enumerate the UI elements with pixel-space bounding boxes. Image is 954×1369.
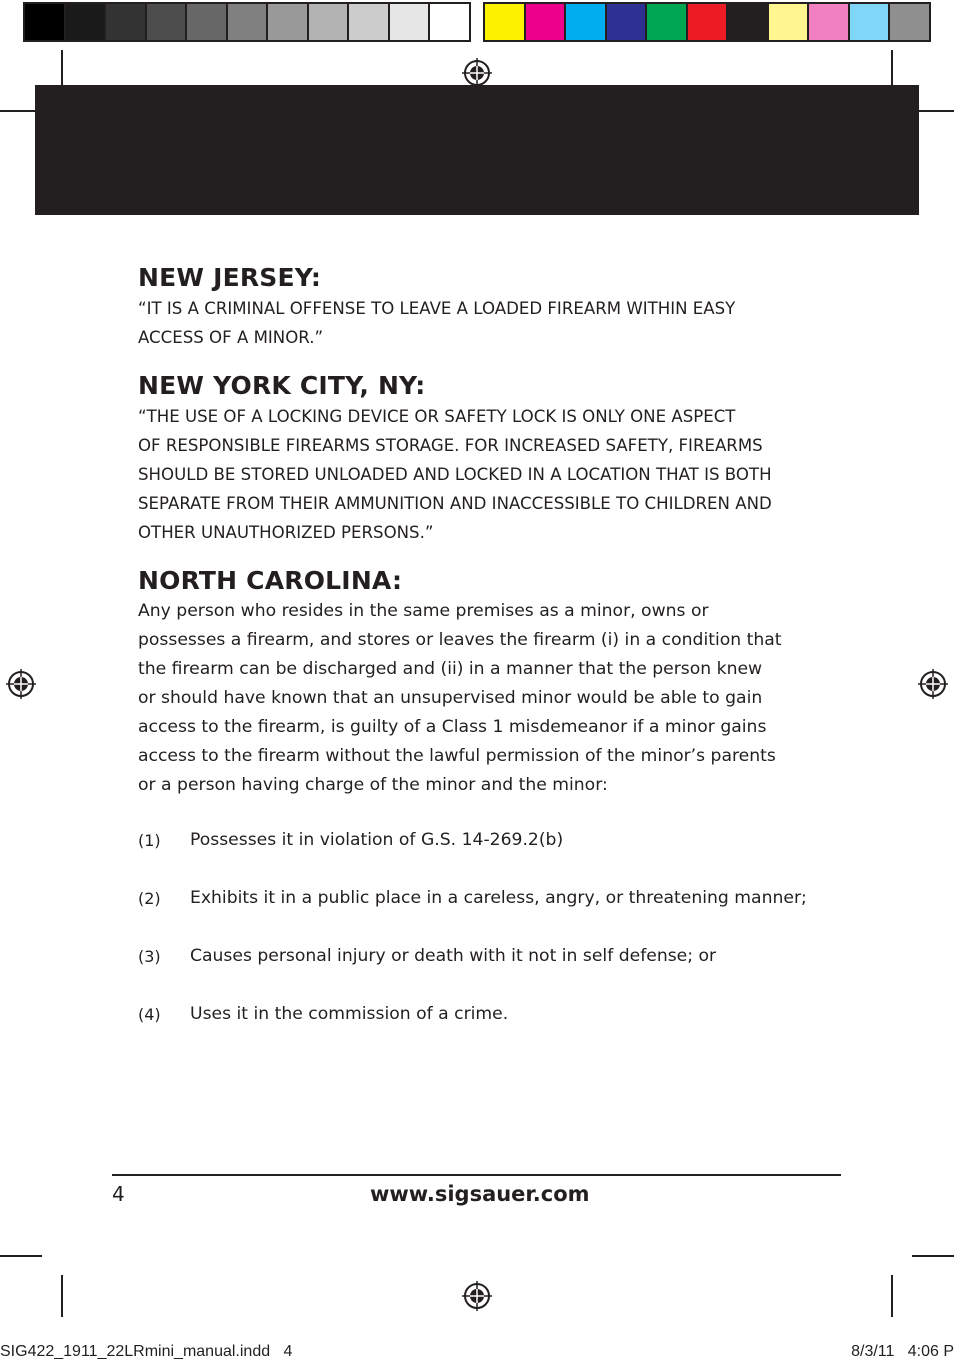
section-north-carolina xyxy=(138,565,843,1029)
slug-datetime: 8/3/11 4:06 P xyxy=(851,1343,954,1360)
list-item xyxy=(138,826,843,855)
color-swatch xyxy=(647,4,688,40)
section-text xyxy=(138,294,843,352)
crop-mark xyxy=(0,1255,42,1257)
text-line: “THE USE OF A LOCKING DEVICE OR SAFETY LOCK IS ONLY ONE ASPECT xyxy=(138,407,736,426)
section-heading: NEW JERSEY: xyxy=(138,263,322,292)
slug-filename: SIG422_1911_22LRmini_manual.indd 4 xyxy=(0,1343,293,1360)
gray-swatch xyxy=(430,4,469,40)
list-number: (1) xyxy=(138,831,161,850)
list-item xyxy=(138,1000,843,1029)
list-text: Exhibits it in a public place in a careless, angry, or threatening manner; xyxy=(190,888,807,908)
gray-swatch xyxy=(147,4,188,40)
registration-mark-icon xyxy=(918,669,948,699)
registration-mark-icon xyxy=(462,1281,492,1311)
gray-swatch xyxy=(390,4,431,40)
text-line: Any person who resides in the same premises as a minor, owns or xyxy=(138,601,709,621)
color-swatch xyxy=(526,4,567,40)
list-number: (3) xyxy=(138,947,161,966)
color-swatch xyxy=(607,4,648,40)
gray-swatch xyxy=(187,4,228,40)
color-swatch xyxy=(485,4,526,40)
crop-mark xyxy=(891,1275,893,1317)
list-number: (2) xyxy=(138,889,161,908)
section-text xyxy=(138,402,843,547)
list-text: Causes personal injury or death with it not in self defense; or xyxy=(190,946,717,966)
text-line: access to the firearm without the lawful permission of the minor’s parents xyxy=(138,746,776,766)
text-line: SHOULD BE STORED UNLOADED AND LOCKED IN A LOCATION THAT IS BOTH xyxy=(138,465,772,484)
list-number: (4) xyxy=(138,1005,161,1024)
page-content xyxy=(138,262,843,1058)
color-swatch xyxy=(688,4,729,40)
section-new-york-city xyxy=(138,370,843,547)
footer-rule xyxy=(112,1174,841,1176)
gray-swatch xyxy=(309,4,350,40)
website-link: www.sigsauer.com xyxy=(370,1182,590,1206)
text-line: access to the firearm, is guilty of a Class 1 misdemeanor if a minor gains xyxy=(138,717,767,737)
page-number: 4 xyxy=(112,1182,125,1206)
gray-swatch xyxy=(268,4,309,40)
grayscale-color-bar xyxy=(23,2,471,42)
registration-mark-icon xyxy=(462,58,492,88)
list-item xyxy=(138,942,843,971)
text-line: OF RESPONSIBLE FIREARMS STORAGE. FOR INCREASED SAFETY, FIREARMS xyxy=(138,436,763,455)
text-line: OTHER UNAUTHORIZED PERSONS.” xyxy=(138,523,434,542)
gray-swatch xyxy=(106,4,147,40)
crop-mark xyxy=(61,1275,63,1317)
list-text: Uses it in the commission of a crime. xyxy=(190,1004,509,1024)
registration-mark-icon xyxy=(6,669,36,699)
gray-swatch xyxy=(25,4,66,40)
section-text xyxy=(138,597,843,800)
color-swatch xyxy=(728,4,769,40)
section-heading: NEW YORK CITY, NY: xyxy=(138,371,426,400)
text-line: or should have known that an unsupervised minor would be able to gain xyxy=(138,688,763,708)
section-new-jersey xyxy=(138,262,843,352)
crop-mark xyxy=(891,50,893,92)
color-swatch xyxy=(809,4,850,40)
section-heading: NORTH CAROLINA: xyxy=(138,566,403,595)
color-swatch xyxy=(850,4,891,40)
color-swatch xyxy=(769,4,810,40)
text-line: or a person having charge of the minor and the minor: xyxy=(138,775,608,795)
text-line: the firearm can be discharged and (ii) in a manner that the person knew xyxy=(138,659,763,679)
crop-mark xyxy=(912,110,954,112)
header-band xyxy=(35,85,919,215)
gray-swatch xyxy=(66,4,107,40)
color-swatch xyxy=(566,4,607,40)
text-line: ACCESS OF A MINOR.” xyxy=(138,328,324,347)
list-item xyxy=(138,884,843,913)
list-text: Possesses it in violation of G.S. 14-269.2(b) xyxy=(190,830,564,850)
text-line: SEPARATE FROM THEIR AMMUNITION AND INACCESSIBLE TO CHILDREN AND xyxy=(138,494,772,513)
gray-swatch xyxy=(228,4,269,40)
process-color-bar xyxy=(483,2,931,42)
crop-mark xyxy=(61,50,63,92)
color-swatch xyxy=(890,4,929,40)
text-line: possesses a firearm, and stores or leaves the firearm (i) in a condition that xyxy=(138,630,782,650)
numbered-list xyxy=(138,826,843,1029)
text-line: “IT IS A CRIMINAL OFFENSE TO LEAVE A LOADED FIREARM WITHIN EASY xyxy=(138,299,736,318)
crop-mark xyxy=(0,110,42,112)
gray-swatch xyxy=(349,4,390,40)
crop-mark xyxy=(912,1255,954,1257)
